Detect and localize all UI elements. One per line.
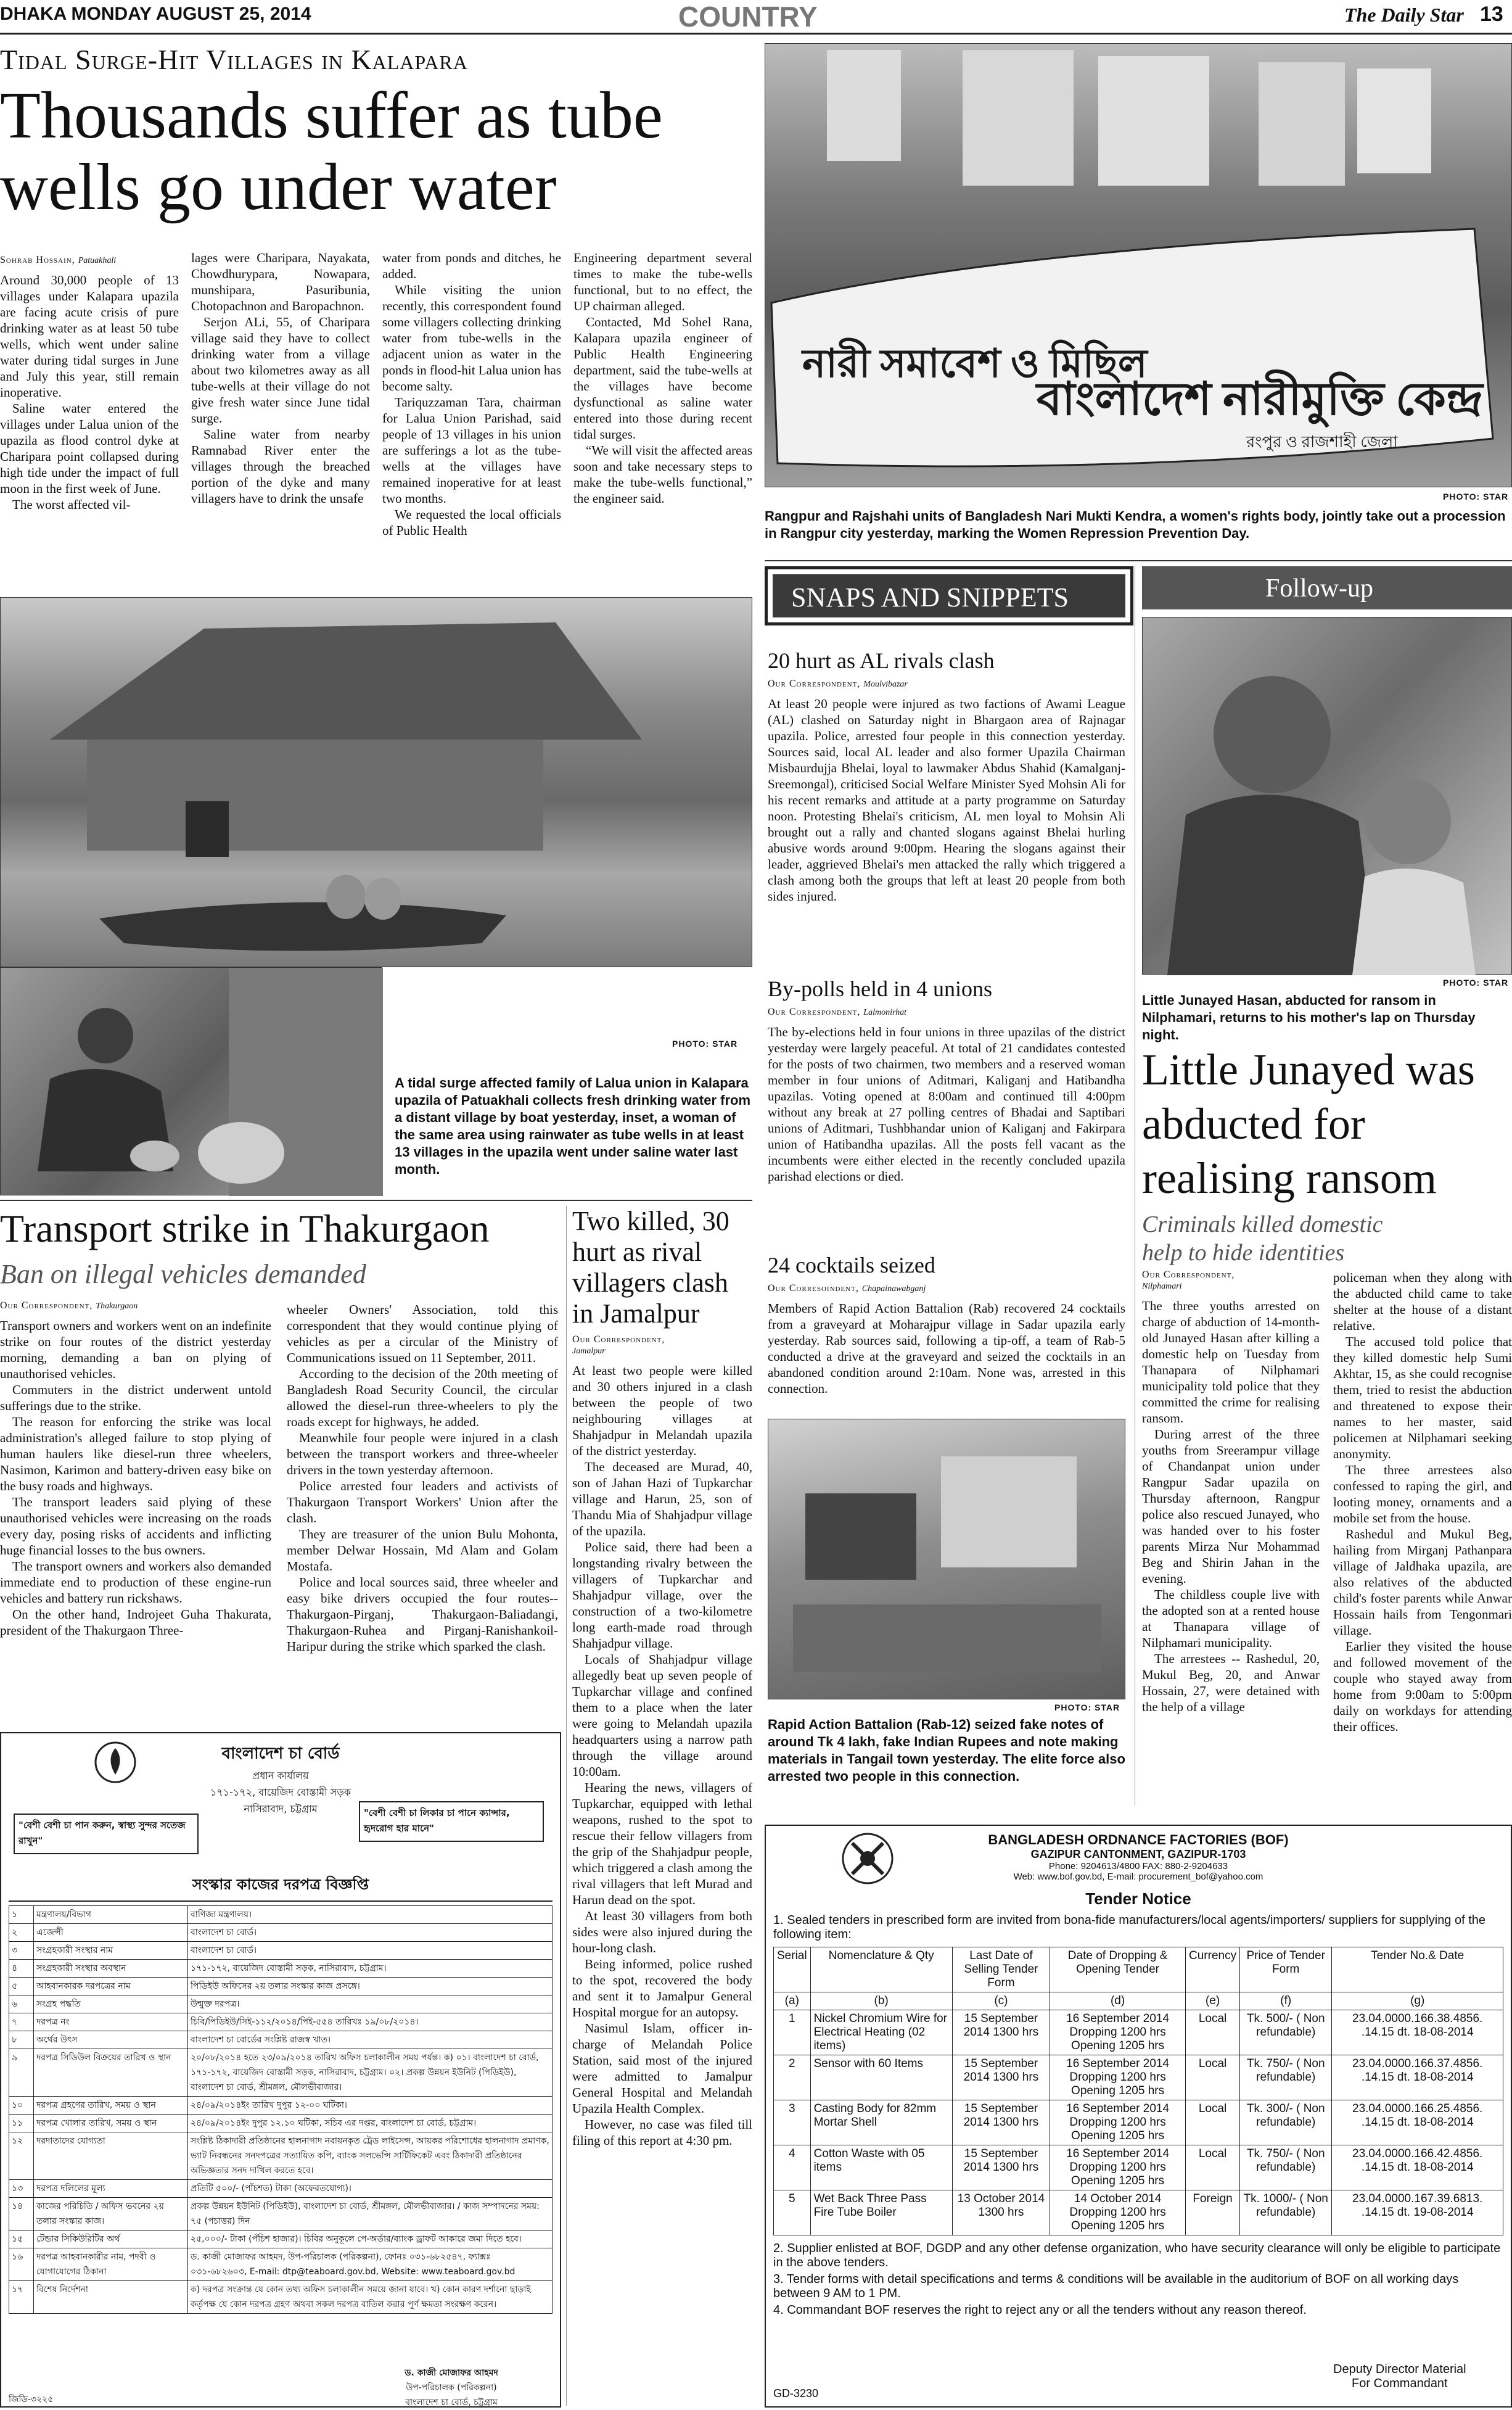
table-cell: ১৭১-১৭২, বায়েজিদ বোস্তামী সড়ক, নাসিরাবাদ, চট্টগ্রাম। <box>188 1960 553 1978</box>
table-cell: Wet Back Three Pass Fire Tube Boiler <box>810 2190 952 2235</box>
lead-byline: Sohrab Hossain, Patuakhali <box>0 255 117 265</box>
paragraph: The transport leaders said plying of these unauthorised vehicles were increasing on the roads every day, posing risks of accidents and inflicting huge financial losses to the bus owners. <box>0 1495 271 1558</box>
table-cell: Sensor with 60 Items <box>810 2055 952 2100</box>
column-letter: (b) <box>810 1992 952 2010</box>
table-cell: 1 <box>774 2010 811 2055</box>
column-letter: (f) <box>1240 1992 1332 2010</box>
table-cell: সংগ্রহ পদ্ধতি <box>34 1995 188 2013</box>
bof-org: BANGLADESH ORDNANCE FACTORIES (BOF) <box>988 1832 1289 1847</box>
transport-headline: Transport strike in Thakurgaon <box>0 1207 490 1250</box>
table-cell: ১৭ <box>9 2281 34 2314</box>
table-cell: 15 September 2014 1300 hrs <box>952 2055 1050 2100</box>
paragraph: water from ponds and ditches, he added. <box>382 250 561 281</box>
table-cell: 16 September 2014 Dropping 1200 hrs Opening 1205 hrs <box>1050 2010 1186 2055</box>
tea-ref: জিডি-৩২২৫ <box>9 2395 54 2404</box>
rally-photo-credit: PHOTO: STAR <box>1443 492 1509 501</box>
table-cell: ড. কাজী মোজাফর আহমদ, উপ-পরিচালক (পরিকল্পনা), ফোনঃ ০৩১-৬৮২৫৪৭, ফ্যাক্সঃ ০৩১-৬৮২৬০৩, E-mail: dtp@teaboard.gov.bd, Website: www.teaboard.gov.bd <box>188 2248 553 2281</box>
bof-note-4: 4. Commandant BOF reserves the right to reject any or all the tenders without any reason thereof. <box>773 2303 1307 2317</box>
table-cell: Cotton Waste with 05 items <box>810 2145 952 2190</box>
paragraph: However, no case was filed till filing of this report at 4:30 pm. <box>572 2117 752 2148</box>
table-cell: আহবানকারক দরপত্রের নাম <box>34 1978 188 1995</box>
paragraph: They are treasurer of the union Bulu Mohonta, member Delwar Hossain, Md Alam and Golam Mostafa. <box>287 1527 558 1574</box>
table-cell: ১০ <box>9 2097 34 2115</box>
tea-slogan-left: "বেশী বেশী চা পান করুন, স্বাস্থ্য সুন্দর সতেজ রাখুন" <box>14 1814 199 1854</box>
tea-signer-title: উপ-পরিচালক (পরিকল্পনা) <box>406 2383 497 2393</box>
table-row <box>774 2145 1503 2190</box>
paragraph: The arrestees -- Rashedul, 20, Mukul Beg, 20, and Anwar Hossain, 27, were detained with the help of a village <box>1142 1651 1320 1714</box>
snap-1-text: At least 20 people were injured as two factions of Awami League (AL) clashed on Saturday night in Bhargaon area of Rajnagar upazila. Police, arrested four people in this connection yesterday. Sources said, local AL leader and also former Upazila Chairman Misbaurdujja Bhelai, loyal to lawmaker Abdus Shahid (Kamalganj-Sreemongal), criticised Social Welfare Minister Syed Mohsin Ali for his recent remarks and attitude at a party programme on Saturday noon. Protesting Bhelai's criticism, AL men loyal to Mohsin Ali brought out a rally and chanted slogans against Bhelai hurling abusive words around 9:00pm. Hearing the slogans against their leader, aggrieved Bhelai's men attacked the rally which triggered a clash among both the groups that left at least 20 people from both sides injured. <box>768 696 1125 904</box>
lead-col-4 <box>573 250 752 506</box>
paragraph: The accused told police that they killed domestic help Sumi Akhtar, 15, as she could recognise them, tried to resist the abduction and threatened to expose their names to her master, said policemen at Nilphamari seeking anonymity. <box>1333 1334 1512 1461</box>
table-row <box>774 2055 1503 2100</box>
rally-banner-text-3: রংপুর ও রাজশাহী জেলা <box>1246 433 1398 451</box>
tea-board-address-2: নাসিরাবাদ, চট্টগ্রাম <box>244 1803 318 1815</box>
section-label: COUNTRY <box>678 1 818 33</box>
table-cell: 2 <box>774 2055 811 2100</box>
column-header: Nomenclature & Qty <box>810 1947 952 1992</box>
rab-caption: Rapid Action Battalion (Rab-12) seized fake notes of around Tk 4 lakh, fake Indian Rupees and note making materials in Tangail town yesterday. The elite force also arrested two people in this connection. <box>768 1717 1125 1784</box>
table-cell: Local <box>1186 2100 1240 2145</box>
paragraph: Hearing the news, villagers of Tupkarchar, equipped with lethal weapons, rushed to the spot to rescue their fellow villagers from the grip of the Shahjadpur people, which triggered a clash among the rival villagers that left Murad and Harun dead on the spot. <box>572 1780 752 1907</box>
table-cell: দরদাতাদের যোগ্যতা <box>34 2132 188 2180</box>
table-cell: বাণিজ্য মন্ত্রণালয়। <box>188 1906 553 1924</box>
lead-photo-inset <box>0 967 382 1195</box>
bof-ref: GD-3230 <box>773 2387 819 2400</box>
jamalpur-text <box>572 1363 752 2148</box>
table-cell: দরপত্র দলিলের মূল্য <box>34 2180 188 2198</box>
paragraph: While visiting the union recently, this correspondent found some villagers collecting drinking water from tube-wells in the adjacent union as water in the ponds in flood-hit Lalua union has become salty. <box>382 283 561 394</box>
transport-subhead: Ban on illegal vehicles demanded <box>0 1259 366 1289</box>
snap-3 <box>768 1252 1125 1397</box>
table-cell: ১৬ <box>9 2248 34 2281</box>
lead-col1-text <box>0 272 179 513</box>
table-header-letters <box>774 1992 1503 2010</box>
junayed-caption: Little Junayed Hasan, abducted for ransom in Nilphamari, returns to his mother's lap on Thursday night. <box>1142 992 1476 1042</box>
table-row <box>9 2013 553 2031</box>
table-row <box>9 1924 553 1942</box>
paragraph: Rashedul and Mukul Beg, hailing from Mirganj Pathanpara village of Jaldhaka upazila, are also relatives of the abducted child's foster parents while Anwar Hossain hails from Tengonmari village. <box>1333 1527 1512 1638</box>
table-cell: ৮ <box>9 2031 34 2049</box>
paragraph: Police and local sources said, three wheeler and easy bike drivers occupied the four routes-- Thakurgaon-Pirganj, Thakurgaon-Baliadangi, Thakurgaon-Ruhea and Pirganj-Ranishankoil-Haripur during the strike which sparked the clash. <box>287 1575 558 1654</box>
column-header: Serial <box>774 1947 811 1992</box>
table-cell: দরপত্র খোলার তারিখ, সময় ও স্থান <box>34 2115 188 2132</box>
divider <box>765 560 1512 561</box>
paragraph: lages were Charipara, Nayakata, Chowdhurypara, Nowapara, munshipara, Pasuribunia, Chotopachnon and Baropachnon. <box>191 250 370 313</box>
paragraph: policeman when they along with the abducted child came to take shelter at the house of a distant relative. <box>1333 1270 1512 1333</box>
table-cell: সংগ্রহকারী সংস্থার অবস্থান <box>34 1960 188 1978</box>
paragraph: The deceased are Murad, 40, son of Jahan Hazi of Tupkarchar village and Harun, 25, son of Thandu Mia of Shahjadpur village of the upazila. <box>572 1459 752 1538</box>
junayed-col-2 <box>1333 1269 1512 1735</box>
snap-1-byline: Our Correspondent, Moulvibazar <box>768 679 908 689</box>
junayed-headline: Little Junayed was abducted for realising ransom <box>1142 1045 1475 1203</box>
table-cell: ৭ <box>9 2013 34 2031</box>
transport-col-1 <box>0 1295 271 1638</box>
table-cell: বিশেষ নির্দেশনা <box>34 2281 188 2314</box>
table-cell: প্রতিটি ৫০০/- (পাঁচশত) টাকা (অফেরতযোগ্য)। <box>188 2180 553 2198</box>
table-row <box>9 2031 553 2049</box>
table-cell: দরপত্র আহবানকারীর নাম, পদবী ও যোগাযোগের ঠিকানা <box>34 2248 188 2281</box>
table-cell: দরপত্র সিডিউল বিক্রয়ের তারিখ ও স্থান <box>34 2049 188 2097</box>
lead-col-3 <box>382 250 561 539</box>
table-row <box>774 2010 1503 2055</box>
table-cell: মন্ত্রণালয়/বিভাগ <box>34 1906 188 1924</box>
bof-signer-2: For Commandant <box>1352 2377 1448 2390</box>
bof-note-2: 2. Supplier enlisted at BOF, DGDP and any other defense organization, who have security clearance will only be eligible to participate in the above tenders. <box>773 2242 1501 2269</box>
bof-signature <box>1333 2363 1466 2391</box>
table-row <box>774 2190 1503 2235</box>
table-cell: ১৩ <box>9 2180 34 2198</box>
table-cell: Tk. 500/- ( Non refundable) <box>1240 2010 1332 2055</box>
table-row <box>9 1942 553 1960</box>
table-cell: চিবি/পিডিইউ/সিই-১১২/২০১৪/পিই-৫৫৪ তারিখঃ ১৯/০৮/২০১৪। <box>188 2013 553 2031</box>
paragraph: Locals of Shahjadpur village allegedly beat up seven people of Tupkarchar village and confined them to a place when the later were going to Melandah upazila headquarters using a narrow path through the village around 10:00am. <box>572 1652 752 1779</box>
divider <box>0 1200 752 1201</box>
column-header: Date of Dropping & Opening Tender <box>1050 1947 1186 1992</box>
table-row <box>9 1978 553 1995</box>
bof-tender-table <box>773 1947 1503 2235</box>
table-row <box>774 2100 1503 2145</box>
junayed-photo <box>1142 617 1512 975</box>
table-cell: এজেন্সী <box>34 1924 188 1942</box>
table-cell: কাজের পরিচিতি / অফিস ভবনের ২য় তলার সংস্কার কাজ। <box>34 2198 188 2230</box>
table-cell: অর্থের উৎস <box>34 2031 188 2049</box>
table-cell: Tk. 300/- ( Non refundable) <box>1240 2100 1332 2145</box>
snaps-label-inner <box>773 574 1125 617</box>
junayed-col-1 <box>1142 1269 1320 1715</box>
table-cell: ২৪/০৯/২০১৪ইং তারিখ দুপুর ১২-০০ ঘটিকা। <box>188 2097 553 2115</box>
paragraph: Earlier they visited the house and followed movement of the couple who stayed away from home from 9:00am to 5:00pm daily on workdays for attending their offices. <box>1333 1639 1512 1734</box>
jamalpur-story <box>572 1206 752 2148</box>
bof-contact: Phone: 9204613/4800 FAX: 880-2-9204633 <box>1048 1861 1228 1871</box>
paragraph: Transport owners and workers went on an indefinite strike on four routes of the district yesterday morning, demanding a ban on plying of unauthorised vehicles. <box>0 1318 271 1381</box>
table-header-row <box>774 1947 1503 1992</box>
table-row <box>9 1960 553 1978</box>
table-cell: বাংলাদেশ চা বোর্ড। <box>188 1942 553 1960</box>
paragraph: Serjon ALi, 55, of Charipara village said they have to collect drinking water from a village about two kilometres away as all tube-wells at their village do not give fresh water since June tidal surge. <box>191 315 370 426</box>
paragraph: At least 30 villagers from both sides were also injured during the hour-long clash. <box>572 1909 752 1955</box>
junayed-byline: Our Correspondent, Nilphamari <box>1142 1269 1235 1291</box>
table-cell: সংগ্রহকারী সংস্থার নাম <box>34 1942 188 1960</box>
tea-notice-title: সংস্কার কাজের দরপত্র বিজ্ঞপ্তি <box>9 1873 553 1902</box>
table-cell: 23.04.0000.166.25.4856. .14.15 dt. 18-08-2014 <box>1332 2100 1503 2145</box>
junayed-subhead: Criminals killed domestic help to hide identities <box>1142 1211 1383 1266</box>
bof-signer: Deputy Director Material <box>1333 2363 1466 2376</box>
table-cell: ৫ <box>9 1978 34 1995</box>
table-row <box>9 2281 553 2314</box>
junayed-col1-text <box>1142 1298 1320 1715</box>
masthead: The Daily Star <box>1344 4 1464 26</box>
lead-col-1 <box>0 250 179 513</box>
transport-col-2 <box>287 1302 558 1654</box>
rainwater-woman-illustration <box>1 968 383 1196</box>
rally-banner-text-1: নারী সমাবেশ ও মিছিল <box>802 342 1148 386</box>
paragraph: The reason for enforcing the strike was local administration's alleged failure to stop plying of human haulers like diesel-run three wheelers, Nasimon, Karimon and battery-driven easy bike on the busy roads and highways. <box>0 1414 271 1493</box>
table-cell: ১২ <box>9 2132 34 2180</box>
table-cell: 16 September 2014 Dropping 1200 hrs Opening 1205 hrs <box>1050 2100 1186 2145</box>
column-header: Currency <box>1186 1947 1240 1992</box>
bof-note-3: 3. Tender forms with detail specifications and terms & conditions will be available in the auditorium of BOF on all working days between 9 AM to 1 PM. <box>773 2272 1459 2300</box>
table-cell: টেন্ডার সিকিউরিটির অর্থ <box>34 2230 188 2248</box>
paragraph: Around 30,000 people of 13 villages under Kalapara upazila are facing acute crisis of pure drinking water as at least 50 tube wells, which went under saline water during tidal surges in June and July this year, still remain inoperative. <box>0 273 179 400</box>
table-cell: ১৪ <box>9 2198 34 2230</box>
junayed-photo-credit: PHOTO: STAR <box>1443 978 1509 988</box>
table-cell: ৪ <box>9 1960 34 1978</box>
paragraph: On the other hand, Indrojeet Guha Thakurata, president of the Thakurgaon Three- <box>0 1607 271 1638</box>
snap-3-byline: Our Corresoindent, Chapainawabganj <box>768 1283 926 1294</box>
table-cell: 23.04.0000.166.37.4856. .14.15 dt. 18-08-2014 <box>1332 2055 1503 2100</box>
table-row <box>9 2132 553 2180</box>
table-row <box>9 2049 553 2097</box>
table-cell: প্রকল্প উন্নয়ন ইউনিট (পিডিইউ), বাংলাদেশ চা বোর্ড, শ্রীমঙ্গল, মৌলভীবাজার। / কাজ সম্পাদনের সময়: ৭৫ (পচাত্তর) দিন <box>188 2198 553 2230</box>
lead-headline: Thousands suffer as tube wells go under water <box>0 79 663 224</box>
bof-note-1: 1. Sealed tenders in prescribed form are invited from bona-fide manufacturers/local agents/importers/ suppliers for supplying of the following item: <box>773 1913 1486 1941</box>
table-row <box>9 2198 553 2230</box>
table-cell: ২৫,০০০/- টাকা (পঁচিশ হাজার)। চিবির অনুকূলে পে-অর্ডার/ব্যাংক ড্রাফট আকারে জমা দিতে হবে। <box>188 2230 553 2248</box>
table-cell: ১৫ <box>9 2230 34 2248</box>
stilt-house-illustration <box>1 598 753 968</box>
table-cell: ৩ <box>9 1942 34 1960</box>
transport-col1-text <box>0 1318 271 1638</box>
mother-child-illustration <box>1143 617 1512 975</box>
table-cell: ২৪/০৯/২০১৪ইং দুপুর ১২.১০ ঘটিকা, সচিব এর দপ্তর, বাংলাদেশ চা বোর্ড, চট্টগ্রাম। <box>188 2115 553 2132</box>
table-cell: ১ <box>9 1906 34 1924</box>
table-row <box>9 2180 553 2198</box>
table-cell: Nickel Chromium Wire for Electrical Heating (02 items) <box>810 2010 952 2055</box>
tea-signer: ড. কাজী মোজাফর আহমদ <box>405 2368 498 2378</box>
bof-web: Web: www.bof.gov.bd, E-mail: procurement_bof@yahoo.com <box>1013 1871 1263 1882</box>
table-cell: Casting Body for 82mm Mortar Shell <box>810 2100 952 2145</box>
table-cell: 14 October 2014 Dropping 1200 hrs Opening 1205 hrs <box>1050 2190 1186 2235</box>
page-number: 13 <box>1480 2 1503 26</box>
jamalpur-headline: Two killed, 30 hurt as rival villagers clash in Jamalpur <box>572 1206 729 1329</box>
table-cell: ৯ <box>9 2049 34 2097</box>
table-cell: ১১ <box>9 2115 34 2132</box>
snap-2-title: By-polls held in 4 unions <box>768 976 993 1001</box>
snap-2-byline: Our Correspondent, Lalmonirhat <box>768 1007 907 1017</box>
lead-photo-boat <box>0 597 752 967</box>
table-cell: 23.04.0000.166.42.4856. .14.15 dt. 18-08-2014 <box>1332 2145 1503 2190</box>
table-cell: 23.04.0000.167.39.6813. .14.15 dt. 19-08-2014 <box>1332 2190 1503 2235</box>
table-cell: পিডিইউ অফিসের ২য় তলার সংস্কার কাজ প্রসঙ্গে। <box>188 1978 553 1995</box>
bof-ad <box>765 1825 1512 2408</box>
table-cell: 13 October 2014 1300 hrs <box>952 2190 1050 2235</box>
bof-title: Tender Notice <box>1085 1889 1191 1908</box>
table-row <box>9 1906 553 1924</box>
column-letter: (d) <box>1050 1992 1186 2010</box>
paragraph: At least two people were killed and 30 others injured in a clash between the people of two neighbouring villages at Shahjadpur in Melandah upazila of the district yesterday. <box>572 1363 752 1458</box>
paragraph: Commuters in the district underwent untold sufferings due to the strike. <box>0 1382 271 1413</box>
paragraph: Tariquzzaman Tara, chairman for Lalua Union Parishad, said people of 13 villages in his union are sufferings a lot as the tube-wells at the villages have remained inoperative for at least two months. <box>382 395 561 506</box>
paragraph: Police arrested four leaders and activists of Thakurgaon Transport Workers' Union after the clash. <box>287 1479 558 1525</box>
paragraph: “We will visit the affected areas soon and take necessary steps to make the tube-wells functional,” the engineer said. <box>573 443 752 506</box>
rally-caption: Rangpur and Rajshahi units of Bangladesh Nari Mukti Kendra, a women's rights body, jointly take out a procession in Rangpur city yesterday, marking the Women Repression Prevention Day. <box>765 508 1506 541</box>
tea-notice-table <box>9 1905 553 2314</box>
paragraph: According to the decision of the 20th meeting of Bangladesh Road Security Council, the circular allowed the diesel-run three-wheelers to ply the roads except for highways, he added. <box>287 1366 558 1429</box>
tea-board-org: বাংলাদেশ চা বোর্ড <box>221 1744 340 1763</box>
rally-banner-text-2: বাংলাদেশ নারীমুক্তি কেন্দ্র <box>1037 374 1483 425</box>
snap-2-text: The by-elections held in four unions in three upazilas of the district yesterday were largely peaceful. At total of 21 candidates contested for the posts of two chairmen, two members and a reserved woman member in four unions of Aditmari, Kaliganj and Hatibandha upazilas. Voting opened at 8:00am and continued till 4:00pm without any break at 27 polling centres of Bhadai and Saptibari unions of Aditmari, Tushbhandar union of Kaliganj and Fakirpara union of Hatibandha upazilas. All the posts fell vacant as the incumbents were either elected in the recently concluded upazila parishad elections or died. <box>768 1025 1125 1184</box>
tea-signer-org: বাংলাদেশ চা বোর্ড, চট্টগ্রাম <box>405 2398 498 2408</box>
paragraph: We requested the local officials of Public Health <box>382 507 561 538</box>
table-cell: 4 <box>774 2145 811 2190</box>
table-row <box>9 2097 553 2115</box>
snap-3-title: 24 cocktails seized <box>768 1253 935 1277</box>
paragraph: The three arrestees also confessed to raping the girl, and looting money, ornaments and a mobile set from the house. <box>1333 1463 1512 1525</box>
lead-col-2 <box>191 250 370 506</box>
table-cell: 5 <box>774 2190 811 2235</box>
tea-board-office: প্রধান কার্যালয় <box>252 1770 309 1781</box>
lead-photo-credit: PHOTO: STAR <box>672 1039 738 1049</box>
table-cell: Tk. 1000/- ( Non refundable) <box>1240 2190 1332 2235</box>
snap-1-title: 20 hurt as AL rivals clash <box>768 648 995 673</box>
column-letter: (e) <box>1186 1992 1240 2010</box>
paragraph: The three youths arrested on charge of abduction of 14-month-old Junayed Hasan after killing a domestic help on Tuesday from Thanapara of Nilphamari municipality told police that they committed the crime for realising ransom. <box>1142 1298 1320 1426</box>
table-cell: Local <box>1186 2145 1240 2190</box>
column-header: Last Date of Selling Tender Form <box>952 1947 1050 1992</box>
bof-crest-icon <box>840 1831 895 1886</box>
column-letter: (c) <box>952 1992 1050 2010</box>
page-header <box>0 0 1512 35</box>
table-cell: উন্মুক্ত দরপত্র। <box>188 1995 553 2013</box>
tea-board-ad <box>0 1732 561 2408</box>
rab-photo-credit: PHOTO: STAR <box>1054 1702 1120 1712</box>
lead-caption: A tidal surge affected family of Lalua union in Kalapara upazila of Patuakhali collects fresh drinking water from a distant village by boat yesterday, inset, a woman of the same area using rainwater as tube wells in at least 13 villages in the upazila went under saline water last month. <box>395 1075 751 1177</box>
rally-photo <box>765 43 1512 487</box>
paragraph: Contacted, Md Sohel Rana, Kalapara upazila engineer of Public Health Engineering department, said the tube-wells at the villages have become dysfunctional as saline water entered into those during recent tidal surges. <box>573 315 752 442</box>
table-cell: 16 September 2014 Dropping 1200 hrs Opening 1205 hrs <box>1050 2055 1186 2100</box>
table-cell: Local <box>1186 2055 1240 2100</box>
table-row <box>9 2248 553 2281</box>
table-cell: বাংলাদেশ চা বোর্ড। <box>188 1924 553 1942</box>
followup-label-box <box>1142 566 1512 609</box>
table-cell: 16 September 2014 Dropping 1200 hrs Opening 1205 hrs <box>1050 2145 1186 2190</box>
transport-byline: Our Correspondent, Thakurgaon <box>0 1300 138 1311</box>
column-letter: (g) <box>1332 1992 1503 2010</box>
followup-label: Follow-up <box>1265 574 1374 603</box>
table-row <box>9 2115 553 2132</box>
snaps-label: SNAPS AND SNIPPETS <box>791 582 1069 613</box>
paragraph: The transport owners and workers also demanded immediate end to production of these engine-run vehicles and battery run rickshaws. <box>0 1559 271 1606</box>
table-cell: Local <box>1186 2010 1240 2055</box>
table-cell: দরপত্র নং <box>34 2013 188 2031</box>
lead-kicker: Tidal Surge-Hit Villages in Kalapara <box>0 44 468 75</box>
table-cell: ৬ <box>9 1995 34 2013</box>
seized-items-illustration <box>768 1419 1126 1700</box>
rab-seizure-photo <box>768 1419 1125 1699</box>
bof-address: GAZIPUR CANTONMENT, GAZIPUR-1703 <box>1030 1848 1246 1860</box>
table-row <box>9 2230 553 2248</box>
table-cell: Foreign <box>1186 2190 1240 2235</box>
paragraph: Nasimul Islam, officer in-charge of Melandah Police Station, said most of the injured were admitted to Jamalpur General Hospital and Melandah Upazila Health Complex. <box>572 2021 752 2116</box>
dateline: DHAKA MONDAY AUGUST 25, 2014 <box>0 4 311 24</box>
column-letter: (a) <box>774 1992 811 2010</box>
table-cell: ২ <box>9 1924 34 1942</box>
tea-slogan-right: "বেশী বেশী চা লিকার চা পানে ক্যান্সার, হৃদরোগ হার মানে" <box>359 1801 544 1842</box>
table-cell: 23.04.0000.166.38.4856. .14.15 dt. 18-08-2014 <box>1332 2010 1503 2055</box>
table-cell: দরপত্র গ্রহণের তারিখ, সময় ও স্থান <box>34 2097 188 2115</box>
paragraph: Saline water from nearby Ramnabad River enter the villages through the breached portion of the dyke and many villagers have to drink the unsafe <box>191 427 370 506</box>
snaps-label-box <box>765 566 1133 625</box>
table-cell: 15 September 2014 1300 hrs <box>952 2145 1050 2190</box>
column-header: Price of Tender Form <box>1240 1947 1332 1992</box>
snap-2 <box>768 976 1125 1184</box>
paragraph: Being informed, police rushed to the spot, recovered the body and sent it to Jamalpur General Hospital morgue for an autopsy. <box>572 1957 752 2020</box>
paragraph: Engineering department several times to make the tube-wells functional, but to no effect, the UP chairman alleged. <box>573 250 752 313</box>
table-cell: বাংলাদেশ চা বোর্ডের সংশ্লিষ্ট রাজস্ব খাত। <box>188 2031 553 2049</box>
tea-board-address-1: ১৭১-১৭২, বায়েজিদ বোস্তামী সড়ক <box>210 1786 351 1798</box>
table-cell: 3 <box>774 2100 811 2145</box>
paragraph: During arrest of the three youths from Sreerampur village of Chandanpat union under Rangpur Sadar upazila on Thursday afternoon, Rangpur police also rescued Junayed, who was handed over to his foster parents Mirza Nur Mohammad Beg and Shirin Jahan in the evening. <box>1142 1427 1320 1586</box>
paragraph: The childless couple live with the adopted son at a rented house at Thanapara village of Nilphamari municipality. <box>1142 1587 1320 1650</box>
snap-1 <box>768 648 1125 904</box>
table-cell: ২০/০৮/২০১৪ হতে ২৩/০৯/২০১৪ তারিখ অফিস চলাকালীন সময় পর্যন্ত। ক) ০১। বাংলাদেশ চা বোর্ড, ১৭১-১৭২, বায়েজিদ বোস্তামী সড়ক, নাসিরাবাদ, চট্টগ্রাম। ০২। প্রকল্প উন্নয়ন ইউনিট (পিডিইউ), বাংলাদেশ চা বোর্ড, শ্রীমঙ্গল, মৌলভীবাজার। <box>188 2049 553 2097</box>
paragraph: wheeler Owners' Association, told this correspondent that they would continue plying of vehicles as per a circular of the Ministry of Communications issued on 11 September, 2011. <box>287 1302 558 1365</box>
column-header: Tender No.& Date <box>1332 1947 1503 1992</box>
table-cell: 15 September 2014 1300 hrs <box>952 2010 1050 2055</box>
paragraph: The worst affected vil- <box>12 497 131 512</box>
table-cell: Tk. 750/- ( Non refundable) <box>1240 2145 1332 2190</box>
paragraph: Meanwhile four people were injured in a clash between the transport workers and three-wheeler drivers in the town yesterday afternoon. <box>287 1430 558 1477</box>
snap-3-text: Members of Rapid Action Battalion (Rab) recovered 24 cocktails from a graveyard at Moharajpur village in Sadar upazila early yesterday. Rab sources said, following a tip-off, a team of Rab-5 conducted a drive at the graveyard and seized the cocktails in an abandoned condition around 2:10am. None was, arrested in this connection. <box>768 1301 1125 1396</box>
tea-board-logo-icon <box>94 1741 137 1784</box>
paragraph: Police said, there had been a longstanding rivalry between the villagers of Tupkarchar and Shahjadpur village, over the construction of a two-kilometre long earth-made road through Shahjadpur village. <box>572 1540 752 1651</box>
tea-signature <box>359 2366 544 2408</box>
column-rule <box>566 1206 567 2406</box>
table-cell: Tk. 750/- ( Non refundable) <box>1240 2055 1332 2100</box>
table-row <box>9 1995 553 2013</box>
table-cell: ক) দরপত্র সংক্রান্ত যে কোন তথ্য অফিস চলাকালীন সময়ে জানা যাবে। খ) কোন কারণ দর্শানো ছাড়াই কর্তৃপক্ষ যে কোন দরপত্র গ্রহণ অথবা সকল দরপত্র বাতিল করার পূর্ণ ক্ষমতা সংরক্ষণ করেন। <box>188 2281 553 2314</box>
jamalpur-byline: Our Correspondent, Jamalpur <box>572 1334 665 1356</box>
paragraph: Saline water entered the villages under Lalua union of the upazila as flood control dyke at Charipara point collapsed during high tide under the impact of full moon in the first week of June. <box>0 401 179 496</box>
table-cell: সংশ্লিষ্ট ঠিকাদারী প্রতিষ্ঠানের হালনাগাদ নবায়নকৃত ট্রেড লাইসেন্স, আয়কর পরিশোধের হালনাগাদ প্রমাণক, ভ্যাট নিবন্ধনের সনদপত্রের সত্যায়িত কপি, ব্যাংক সলভেন্সি সার্টিফিকেট এবং ঠিকাদারী প্রতিষ্ঠানের অভিজ্ঞতার সনদ দাখিল করতে হবে। <box>188 2132 553 2180</box>
table-cell: 15 September 2014 1300 hrs <box>952 2100 1050 2145</box>
